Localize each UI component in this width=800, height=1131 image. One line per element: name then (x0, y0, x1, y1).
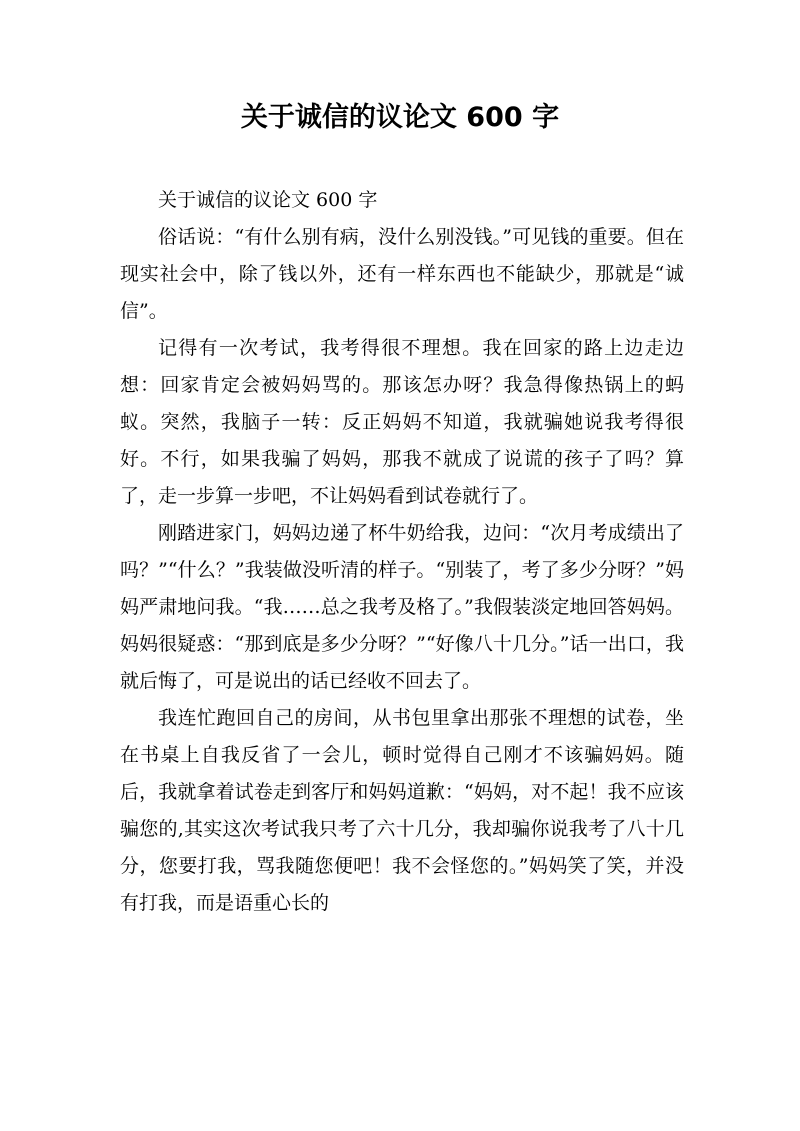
paragraph-1: 俗话说：“有什么别有病，没什么别没钱。”可见钱的重要。但在现实社会中，除了钱以外，还有一样东西也不能缺少，那就是“诚信”。 (120, 226, 684, 322)
paragraph-4: 我连忙跑回自己的房间，从书包里拿出那张不理想的试卷，坐在书桌上自我反省了一会儿，顿时觉得自己刚才不该骗妈妈。随后，我就拿着试卷走到客厅和妈妈道歉：“妈妈，对不起！我不应该骗您的,其实这次考试我只考了六十几分，我却骗你说我考了八十几分，您要打我，骂我随您便吧！我不会怪您的。”妈妈笑了笑，并没有打我，而是语重心长的 (120, 707, 684, 914)
paragraph-subtitle: 关于诚信的议论文 600 字 (158, 189, 378, 211)
paragraph-3: 刚踏进家门，妈妈边递了杯牛奶给我，边问：“次月考成绩出了吗？”“什么？”我装做没听清的样子。“别装了，考了多少分呀？”妈妈严肃地问我。“我……总之我考及格了。”我假装淡定地回答妈妈。妈妈很疑惑：“那到底是多少分呀？”“好像八十几分。”话一出口，我就后悔了，可是说出的话已经收不回去了。 (120, 522, 684, 692)
document-body (120, 182, 684, 922)
paragraph-2: 记得有一次考试，我考得很不理想。我在回家的路上边走边想：回家肯定会被妈妈骂的。那该怎办呀？我急得像热锅上的蚂蚁。突然，我脑子一转：反正妈妈不知道，我就骗她说我考得很好。不行，如果我骗了妈妈，那我不就成了说谎的孩子了吗？算了，走一步算一步吧，不让妈妈看到试卷就行了。 (120, 337, 684, 507)
document-title: 关于诚信的议论文 600 字 (240, 102, 560, 133)
